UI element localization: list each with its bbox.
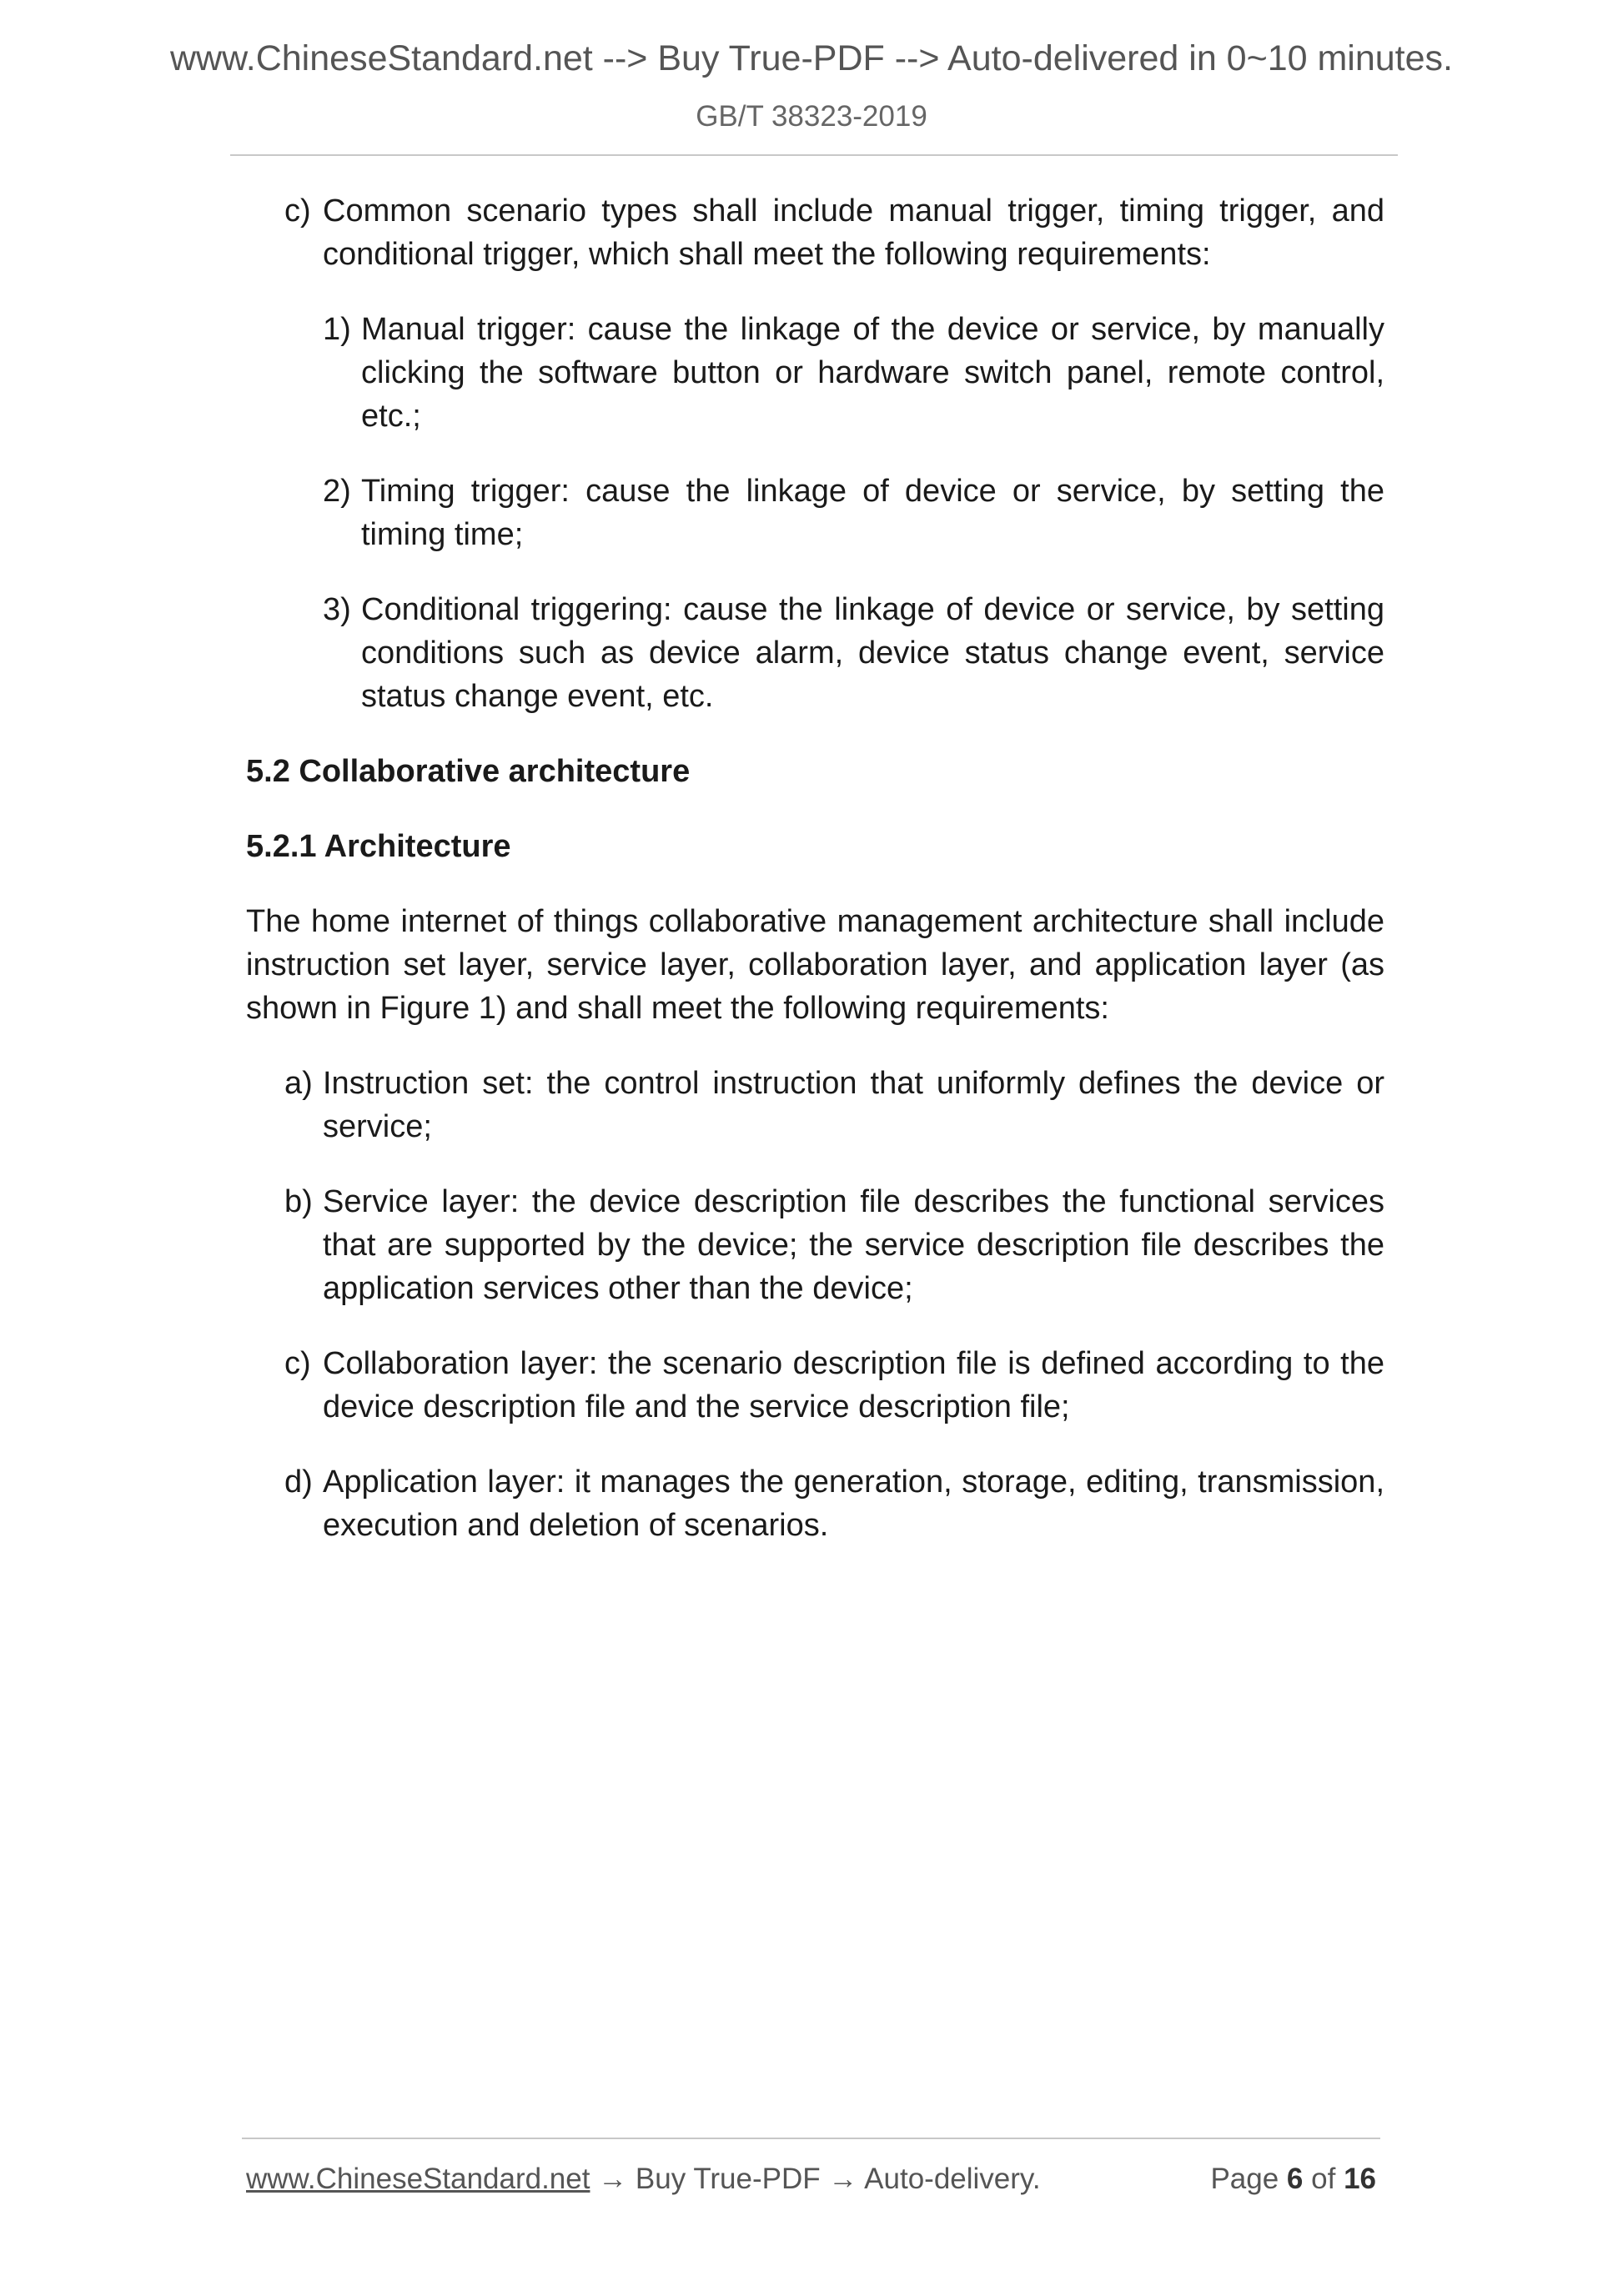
page-footer bbox=[246, 2158, 1376, 2200]
sub-item-text: Conditional triggering: cause the linkage of device or service, by setting conditions such as device alarm, device status change event, service status change event, etc. bbox=[361, 592, 1384, 714]
list-item-b-service-layer bbox=[246, 1180, 1384, 1310]
list-item-text: Common scenario types shall include manual trigger, timing trigger, and conditional trigger, which shall meet the following requirements: bbox=[323, 193, 1384, 272]
section-heading-5-2: 5.2 Collaborative architecture bbox=[246, 754, 691, 789]
list-item-label: d) bbox=[284, 1465, 313, 1500]
page-indicator bbox=[1210, 2158, 1376, 2200]
architecture-paragraph: The home internet of things collaborative management architecture shall include instruction set layer, service layer, collaboration layer, and application layer (as shown in Figure 1) and shall meet the following requirements: bbox=[246, 904, 1384, 1026]
sub-item-label: 2) bbox=[323, 474, 351, 509]
list-item-c-scenario-types bbox=[246, 189, 1384, 276]
list-item-label: c) bbox=[284, 193, 311, 229]
sub-item-text: Timing trigger: cause the linkage of device or service, by setting the timing time; bbox=[361, 474, 1384, 552]
footer-left bbox=[246, 2158, 1041, 2200]
list-item-c-collaboration-layer bbox=[246, 1342, 1384, 1429]
site-banner: www.ChineseStandard.net --> Buy True-PDF --> Auto-delivered in 0~10 minutes. bbox=[169, 38, 1453, 78]
header-divider bbox=[230, 154, 1398, 156]
sub-item-text: Manual trigger: cause the linkage of the device or service, by manually clicking the software button or hardware switch panel, remote control, etc.; bbox=[361, 312, 1384, 434]
of-word: of bbox=[1311, 2163, 1336, 2195]
list-item-text: Application layer: it manages the generation, storage, editing, transmission, execution and deletion of scenarios. bbox=[323, 1465, 1384, 1543]
footer-site-link[interactable]: www.ChineseStandard.net bbox=[246, 2163, 590, 2195]
list-item-label: c) bbox=[284, 1346, 311, 1381]
list-item-label: a) bbox=[284, 1066, 313, 1101]
list-item-d-application-layer bbox=[246, 1460, 1384, 1547]
current-page-number: 6 bbox=[1286, 2163, 1304, 2195]
sub-item-label: 3) bbox=[323, 592, 351, 627]
sub-item-conditional-trigger bbox=[246, 588, 1384, 718]
page-word: Page bbox=[1210, 2163, 1279, 2195]
document-body bbox=[246, 189, 1384, 1579]
footer-divider bbox=[242, 2138, 1380, 2139]
footer-tagline: → Buy True-PDF → Auto-delivery. bbox=[590, 2163, 1041, 2195]
document-number: GB/T 38323-2019 bbox=[696, 100, 927, 133]
sub-item-timing-trigger bbox=[246, 470, 1384, 556]
section-heading-5-2-1: 5.2.1 Architecture bbox=[246, 829, 511, 864]
sub-item-manual-trigger bbox=[246, 308, 1384, 438]
total-page-count: 16 bbox=[1344, 2163, 1376, 2195]
sub-item-label: 1) bbox=[323, 312, 351, 347]
list-item-text: Collaboration layer: the scenario description file is defined according to the device description file and the service description file; bbox=[323, 1346, 1384, 1424]
list-item-text: Instruction set: the control instruction that uniformly defines the device or service; bbox=[323, 1066, 1384, 1144]
list-item-label: b) bbox=[284, 1184, 313, 1219]
list-item-a-instruction-set bbox=[246, 1062, 1384, 1148]
list-item-text: Service layer: the device description file describes the functional services that are supported by the device; the service description file describes the application services other than the device; bbox=[323, 1184, 1384, 1306]
